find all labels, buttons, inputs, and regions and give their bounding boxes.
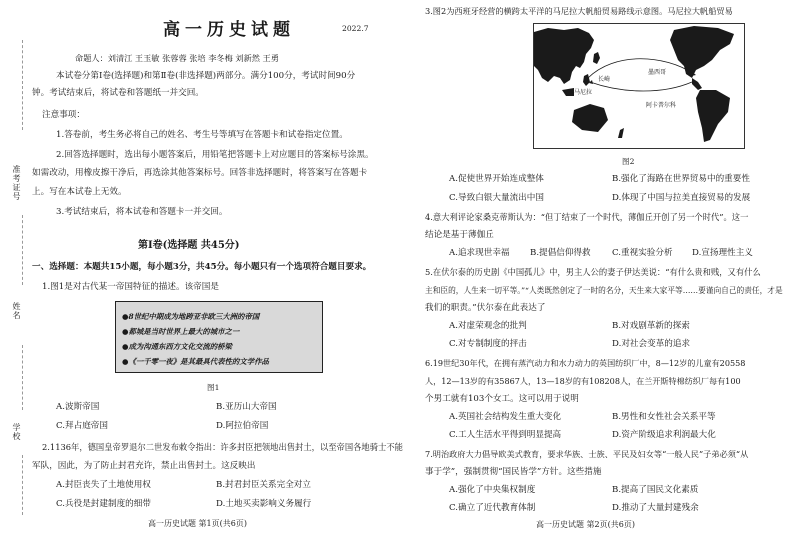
q2-option-d[interactable]: D.土地买卖影响义务履行 [216, 499, 312, 509]
map-label-acapulco: 阿卡普尔科 [646, 102, 677, 109]
q1-box-line-4: ●《一千零一夜》是其最具代表性的文学作品 [122, 357, 269, 366]
q1-option-c[interactable]: C.拜占庭帝国 [56, 421, 108, 431]
exam-date: 2022.7 [342, 24, 369, 33]
q6-option-a[interactable]: A.英国社会结构发生重大变化 [449, 412, 562, 422]
q1-box-line-2: ●都城是当时世界上最大的城市之一 [122, 327, 240, 336]
philippines-island [583, 74, 590, 86]
new-zealand-island [618, 128, 624, 138]
binding-line [22, 215, 23, 285]
notice-heading: 注意事项： [42, 110, 85, 120]
q3-option-a[interactable]: A.促使世界开始连成整体 [449, 174, 544, 184]
exam-title: 高一历史试题 [163, 20, 295, 40]
footer-left: 高一历史试题 第1页(共6页) [148, 519, 247, 528]
q7-stem-line-2: 事于学”，强制贯彻“国民皆学”方针。这些措施 [425, 467, 602, 477]
q5-stem-line-2: 主和臣的，人生来一切平等。”“人类既然创定了一时的名分，天生来大家平等……要谨向自己的责任，才是 [425, 286, 783, 295]
q4-stem-line-2: 结论是基于薄伽丘 [425, 230, 494, 240]
q4-option-d[interactable]: D.宣扬理性主义 [692, 248, 753, 258]
q2-stem-line-2: 军队，因此，为了防止封君充许，禁止出售封土。这反映出 [32, 461, 256, 471]
q7-stem-line-1: 7.明治政府大力倡导欧美式教育，要求华族、士族、平民及妇女等“一般人民”子弟必须“从 [425, 449, 749, 459]
binding-line [22, 40, 23, 130]
q6-stem-line-1: 6.19世纪30年代，在拥有蒸汽动力和水力动力的英国纺织厂中，8—12岁的儿童有20558 [425, 358, 746, 368]
ticket-number-label: 准考证号 [12, 165, 21, 201]
q1-option-b[interactable]: B.亚历山大帝国 [216, 402, 277, 412]
authors-line: 命题人：刘清江 王玉敏 张蓉蓉 张培 李冬梅 刘新然 王勇 [75, 53, 279, 63]
q2-option-b[interactable]: B.封君封臣关系完全对立 [216, 480, 311, 490]
q3-option-d[interactable]: D.体现了中国与拉美直接贸易的发展 [612, 193, 751, 203]
south-america-landmass [696, 90, 730, 142]
map-label-mexico: 墨西哥 [648, 69, 667, 76]
binding-line [22, 345, 23, 410]
q1-figure-box [115, 301, 323, 373]
notice-line-5: 3.考试结束后，将本试卷和答题卡一并交回。 [56, 207, 228, 217]
q5-option-d[interactable]: D.对社会变革的追求 [612, 339, 691, 349]
footer-right: 高一历史试题 第2页(共6页) [536, 520, 635, 529]
q4-option-c[interactable]: C.重视实验分析 [612, 248, 673, 258]
q6-stem-line-3: 个男工就有103个女工。这可以用于说明 [425, 394, 579, 404]
q1-figure-caption: 图1 [207, 383, 220, 392]
section-heading: 第Ⅰ卷(选择题 共45分) [138, 240, 240, 251]
q3-option-c[interactable]: C.导致白银大量流出中国 [449, 193, 544, 203]
map-label-manila: 马尼拉 [574, 89, 593, 96]
q6-option-d[interactable]: D.资产阶级追求利润最大化 [612, 430, 716, 440]
q2-stem-line-1: 2.1136年，德国皇帝罗退尔二世发布敕令指出：许多封臣把领地出售封土，以至帝国各地骑士不能 [42, 442, 403, 452]
q3-figure-caption: 图2 [622, 157, 635, 166]
intro-line-2: 钟。考试结束后，将试卷和答题纸一并交回。 [32, 88, 204, 98]
q1-option-a[interactable]: A.波斯帝国 [56, 402, 100, 412]
q6-option-b[interactable]: B.男性和女性社会关系平等 [612, 412, 716, 422]
q3-option-b[interactable]: B.强化了海路在世界贸易中的重要性 [612, 174, 750, 184]
q2-option-c[interactable]: C.兵役是封建制度的细带 [56, 499, 151, 509]
q7-option-d[interactable]: D.推动了大量封建残余 [612, 503, 699, 513]
q5-option-c[interactable]: C.对专制制度的抨击 [449, 339, 527, 349]
q5-stem-line-1: 5.在伏尔泰的历史剧《中国孤儿》中，男主人公的妻子伊达美说：“有什么贵和贱，又有什么 [425, 267, 761, 277]
notice-line-4: 上。写在本试卷上无效。 [32, 187, 127, 197]
q7-option-c[interactable]: C.确立了近代教育体制 [449, 503, 536, 513]
q6-option-c[interactable]: C.工人生活水平得到明显提高 [449, 430, 562, 440]
q5-option-a[interactable]: A.对虚荣观念的批判 [449, 321, 527, 331]
q1-stem: 1.图1是对古代某一帝国特征的描述。该帝国是 [42, 282, 219, 292]
section-instruction: 一、选择题：本题共15小题，每小题3分，共45分。每小题只有一个选项符合题目要求。 [32, 262, 372, 272]
notice-line-1: 1.答卷前，考生务必将自己的姓名、考生号等填写在答题卡和试卷指定位置。 [56, 130, 348, 140]
q3-stem: 3.图2为西班牙经营的横跨太平洋的马尼拉大帆船贸易路线示意图。马尼拉大帆船贸易 [425, 6, 733, 16]
q1-box-line-3: ●成为沟通东西方文化交流的桥梁 [122, 342, 232, 351]
q4-option-a[interactable]: A.追求现世幸福 [449, 248, 510, 258]
q1-box-line-1: ●8世纪中期成为地跨亚非欧三大洲的帝国 [122, 312, 260, 321]
australia-landmass [572, 104, 608, 132]
notice-line-2: 2.回答选择题时，选出每小题答案后，用铅笔把答题卡上对应题目的答案标号涂黑。 [56, 150, 374, 160]
q3-map [533, 23, 745, 149]
q4-stem-line-1: 4.意大利评论家桑克蒂斯认为：“但丁结束了一个时代，薄伽丘开创了另一个时代”。这一 [425, 212, 749, 222]
notice-line-3: 如需改动，用橡皮擦干净后，再选涂其他答案标号。回答非选择题时，将答案写在答题卡 [32, 168, 368, 178]
q7-option-b[interactable]: B.提高了国民文化素质 [612, 485, 699, 495]
galleon-route-westbound [590, 82, 692, 91]
q2-option-a[interactable]: A.封臣丧失了土地使用权 [56, 480, 151, 490]
binding-line [22, 455, 23, 515]
q5-stem-line-3: 我们的职责。”伏尔泰在此表达了 [425, 303, 546, 313]
name-label: 姓名 [12, 302, 21, 320]
q7-option-a[interactable]: A.强化了中央集权制度 [449, 485, 536, 495]
north-america-landmass [670, 26, 734, 78]
q5-option-b[interactable]: B.对戏剧革新的探索 [612, 321, 690, 331]
pacific-map-svg [534, 24, 744, 148]
q6-stem-line-2: 人，12—13岁的有35867人，13—18岁的有108208人，在兰开斯特棉纺织厂每有100 [425, 376, 741, 386]
intro-line-1: 本试卷分第Ⅰ卷(选择题)和第Ⅱ卷(非选择题)两部分。满分100分，考试时间90分 [56, 71, 356, 81]
map-label-nagasaki: 长崎 [598, 76, 611, 83]
school-label: 学校 [12, 423, 21, 441]
q1-option-d[interactable]: D.阿拉伯帝国 [216, 421, 269, 431]
central-america-landmass [692, 78, 702, 90]
japan-island [593, 52, 600, 64]
q4-option-b[interactable]: B.提倡信仰得救 [530, 248, 591, 258]
